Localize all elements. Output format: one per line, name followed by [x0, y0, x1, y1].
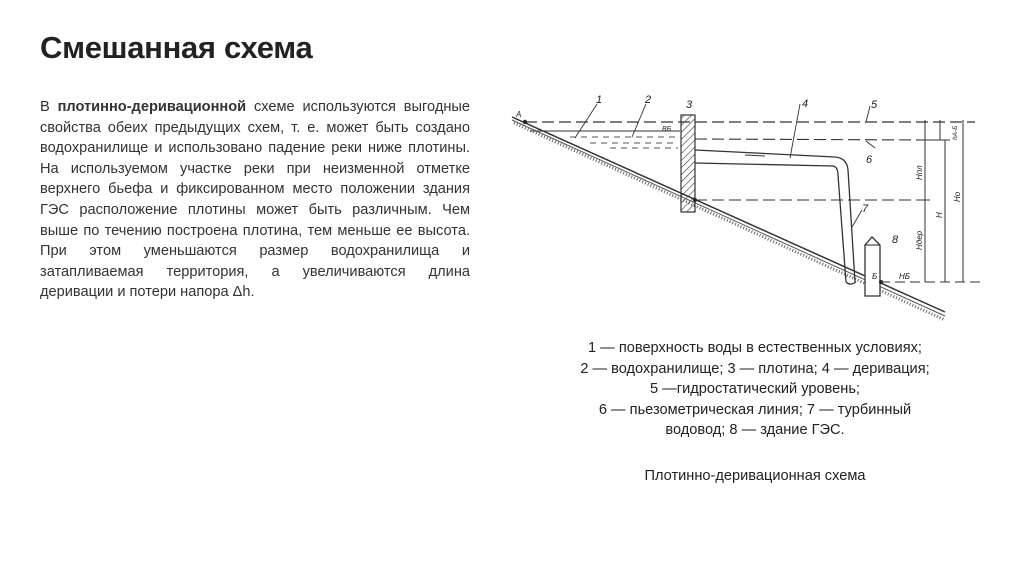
label-hder: Ндер	[915, 230, 924, 250]
label-8: 8	[892, 234, 899, 246]
hpp-building-8	[865, 237, 880, 296]
para-lead: В	[40, 99, 58, 115]
dam-3	[681, 115, 695, 212]
label-hab: hА-Б	[952, 125, 959, 140]
reservoir-water-dashes	[570, 137, 678, 148]
label-nb: НБ	[899, 272, 910, 281]
label-6: 6	[866, 154, 873, 166]
legend-line: 2 — водохранилище; 3 — плотина; 4 — деривация;	[580, 360, 930, 377]
label-ho: Но	[953, 191, 962, 202]
dam-derivation-diagram	[505, 90, 985, 330]
label-1: 1	[596, 94, 603, 106]
label-4: 4	[802, 98, 809, 110]
diagram-caption: Плотинно-деривационная схема	[644, 468, 866, 484]
label-5: 5	[871, 99, 878, 111]
label-7: 7	[862, 203, 869, 215]
label-a: А	[516, 110, 522, 119]
label-3: 3	[686, 99, 693, 111]
slide-title: Смешанная схема	[40, 30, 313, 65]
label-h: Н	[935, 212, 944, 218]
description-paragraph	[40, 97, 470, 303]
label-vb: ВБ	[662, 126, 672, 133]
label-hpl: Нпл	[915, 165, 924, 180]
legend-line: водовод; 8 — здание ГЭС.	[665, 422, 845, 439]
para-bold-term: плотинно-деривационной	[57, 99, 247, 115]
legend-line: 1 — поверхность воды в естественных условиях;	[588, 340, 922, 356]
diagram-legend	[520, 338, 990, 441]
legend-line: 6 — пьезометрическая линия; 7 — турбинный	[598, 401, 912, 418]
para-rest: схеме используются выгодные свойства обеих предыдущих схем, т. е. может быть создано водохранилище и использовано падение реки ниже плотины. На используемом участке реки при неизменной отметке верхнего бьефа и фиксированном место положении здания ГЭС расположение плотины может быть различным. Чем выше по течению построена плотина, тем меньше ее высота. При этом уменьшаются размер водохранилища и затапливаемая территория, а увеличиваются длина деривации и потери напора Δh.	[40, 99, 470, 301]
label-b: Б	[872, 272, 878, 281]
piezometric-line-6	[695, 139, 930, 140]
label-2: 2	[645, 94, 652, 106]
legend-line: 5 —гидростатический уровень;	[650, 381, 860, 398]
